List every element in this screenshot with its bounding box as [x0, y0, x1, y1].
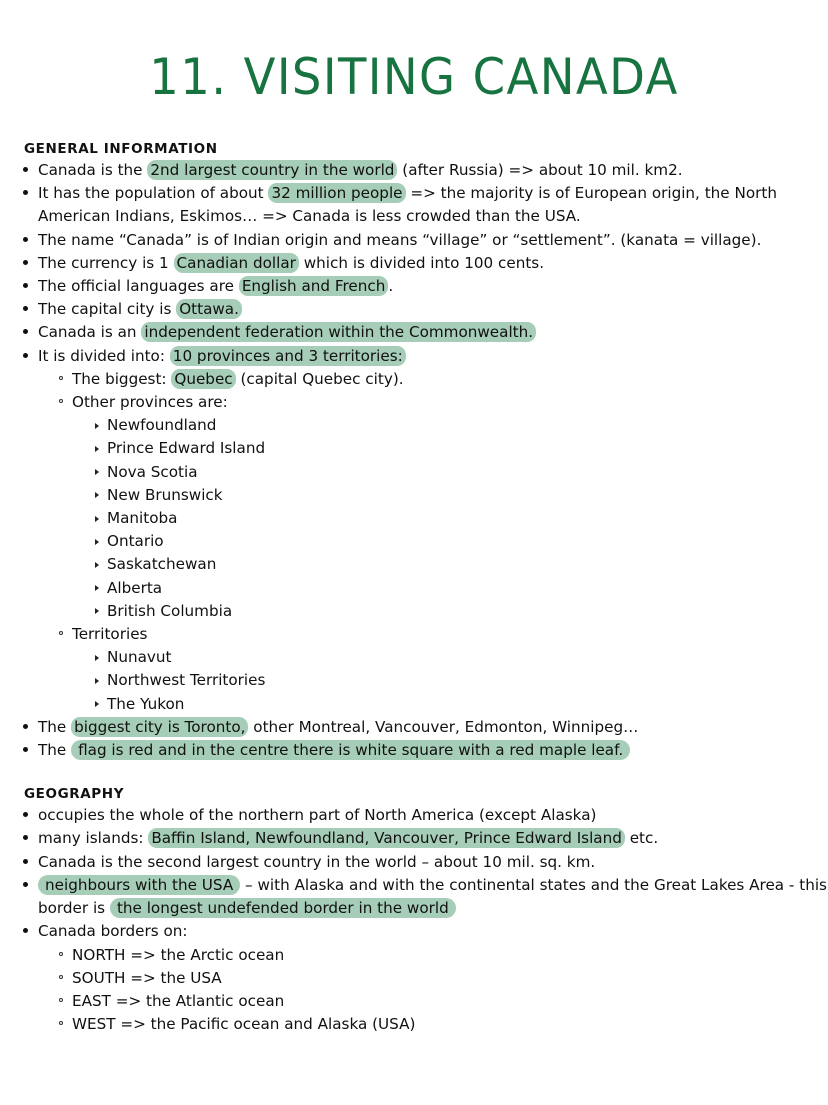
triangle-bullet-icon: [95, 446, 99, 452]
plain-text: The Yukon: [107, 694, 185, 713]
plain-text: – with Alaska and with the continental states and the Great Lakes Area - this border is: [38, 875, 827, 918]
bullet-list-level-1: [0, 804, 828, 1036]
plain-text: Saskatchewan: [107, 555, 217, 574]
plain-text: etc.: [624, 829, 659, 848]
list-item-text: [72, 369, 404, 389]
plain-text: => the majority is of European origin, the North American Indians, Eskimos… => Canada is less crowded than the USA.: [38, 184, 777, 226]
triangle-bullet-icon: [95, 655, 99, 661]
list-item-text: [107, 648, 172, 666]
circle-bullet-icon: [59, 1021, 63, 1025]
list-item-text: [107, 416, 216, 434]
list-item: [38, 944, 828, 967]
triangle-bullet-icon: [95, 585, 99, 591]
disc-bullet-icon: [23, 260, 28, 265]
list-item-text: [107, 695, 184, 713]
circle-bullet-icon: [59, 631, 63, 635]
list-item: [0, 298, 828, 321]
disc-bullet-icon: [23, 237, 28, 242]
list-item-text: [38, 806, 596, 824]
list-item-text: [38, 828, 658, 848]
highlighted-text: Canadian dollar: [174, 253, 299, 273]
list-item: [0, 874, 828, 920]
plain-text: The currency is 1: [38, 253, 174, 272]
highlighted-text: 2nd largest country in the world: [147, 160, 397, 180]
list-item-text: [38, 346, 406, 366]
disc-bullet-icon: [23, 928, 28, 933]
plain-text: Territories: [72, 625, 148, 644]
list-item: [0, 321, 828, 344]
plain-text: Other provinces are:: [72, 393, 228, 412]
plain-text: many islands:: [38, 829, 149, 848]
list-item-text: [38, 322, 536, 342]
highlighted-text: flag is red and in the centre there is white square with a red maple leaf.: [71, 740, 630, 760]
list-item: [72, 693, 828, 716]
bullet-list-level-1: [0, 159, 828, 762]
plain-text: which is divided into 100 cents.: [298, 253, 545, 272]
list-item: [72, 461, 828, 484]
plain-text: New Brunswick: [107, 485, 223, 504]
list-item-text: [107, 486, 223, 504]
list-item: [38, 391, 828, 623]
plain-text: Alberta: [107, 578, 163, 597]
list-item: [0, 252, 828, 275]
disc-bullet-icon: [23, 190, 28, 195]
list-item: [0, 804, 828, 827]
plain-text: SOUTH => the USA: [72, 968, 222, 987]
list-item: [0, 345, 828, 716]
disc-bullet-icon: [23, 859, 28, 864]
bullet-list-level-2: [38, 368, 828, 716]
list-item: [0, 229, 828, 252]
highlighted-text: neighbours with the USA: [38, 875, 240, 895]
document-body: [0, 141, 828, 1036]
list-item-text: [72, 969, 222, 987]
plain-text: Canada is an: [38, 323, 142, 342]
list-item: [72, 437, 828, 460]
list-item-text: [38, 276, 393, 296]
list-item: [72, 646, 828, 669]
list-item: [0, 827, 828, 850]
plain-text: occupies the whole of the northern part of North America (except Alaska): [38, 806, 597, 825]
circle-bullet-icon: [59, 975, 63, 979]
list-item: [72, 577, 828, 600]
plain-text: other Montreal, Vancouver, Edmonton, Winnipeg…: [248, 717, 639, 736]
triangle-bullet-icon: [95, 469, 99, 475]
plain-text: The capital city is: [38, 300, 177, 319]
plain-text: The biggest:: [72, 369, 172, 388]
circle-bullet-icon: [59, 376, 63, 380]
list-item-text: [38, 183, 777, 225]
circle-bullet-icon: [59, 998, 63, 1002]
list-item: [0, 275, 828, 298]
triangle-bullet-icon: [95, 562, 99, 568]
list-item: [72, 530, 828, 553]
plain-text: The: [38, 741, 72, 760]
disc-bullet-icon: [23, 167, 28, 172]
highlighted-text: biggest city is Toronto,: [71, 717, 248, 737]
plain-text: It has the population of about: [38, 184, 269, 203]
plain-text: The name “Canada” is of Indian origin and means “village” or “settlement”. (kanata = village).: [38, 230, 762, 249]
list-item-text: [72, 393, 228, 411]
plain-text: Ontario: [107, 532, 164, 551]
list-item: [72, 484, 828, 507]
triangle-bullet-icon: [95, 701, 99, 707]
disc-bullet-icon: [23, 747, 28, 752]
plain-text: It is divided into:: [38, 346, 170, 365]
plain-text: The: [38, 717, 72, 736]
plain-text: Canada is the second largest country in the world – about 10 mil. sq. km.: [38, 852, 596, 871]
plain-text: Nunavut: [107, 648, 172, 667]
triangle-bullet-icon: [95, 608, 99, 614]
plain-text: WEST => the Pacific ocean and Alaska (USA): [72, 1015, 416, 1034]
highlighted-text: 10 provinces and 3 territories:: [170, 346, 406, 366]
list-item: [72, 553, 828, 576]
disc-bullet-icon: [23, 835, 28, 840]
triangle-bullet-icon: [95, 516, 99, 522]
plain-text: (after Russia) => about 10 mil. km2.: [397, 161, 683, 179]
disc-bullet-icon: [23, 724, 28, 729]
plain-text: NORTH => the Arctic ocean: [72, 945, 285, 964]
section-heading: GENERAL INFORMATION: [24, 141, 218, 157]
disc-bullet-icon: [23, 353, 28, 358]
disc-bullet-icon: [23, 283, 28, 288]
list-item-text: [38, 160, 683, 180]
plain-text: EAST => the Atlantic ocean: [72, 991, 285, 1010]
list-item: [72, 600, 828, 623]
triangle-bullet-icon: [95, 423, 99, 429]
list-item: [38, 967, 828, 990]
plain-text: The official languages are: [38, 277, 239, 296]
plain-text: (capital Quebec city).: [235, 369, 404, 388]
plain-text: Canada is the: [38, 161, 148, 179]
highlighted-text: Quebec: [171, 369, 235, 389]
triangle-bullet-icon: [95, 492, 99, 498]
list-item-text: [107, 439, 265, 457]
bullet-list-level-3: [72, 646, 828, 716]
disc-bullet-icon: [23, 329, 28, 334]
list-item: [0, 182, 828, 228]
list-item-text: [72, 992, 284, 1010]
highlighted-text: independent federation within the Commonwealth.: [141, 322, 536, 342]
list-item-text: [72, 946, 284, 964]
list-item-text: [38, 922, 188, 940]
list-item-text: [72, 625, 147, 643]
list-item: [38, 1013, 828, 1036]
list-item: [0, 851, 828, 874]
list-item-text: [107, 555, 216, 573]
list-item: [0, 920, 828, 1036]
list-item: [0, 739, 828, 762]
list-item-text: [38, 740, 630, 760]
highlighted-text: English and French: [239, 276, 389, 296]
list-item-text: [38, 253, 544, 273]
highlighted-text: Baffin Island, Newfoundland, Vancouver, Prince Edward Island: [148, 828, 625, 848]
circle-bullet-icon: [59, 952, 63, 956]
highlighted-text: Ottawa.: [176, 299, 242, 319]
list-item: [38, 990, 828, 1013]
plain-text: .: [388, 277, 394, 296]
list-item-text: [107, 579, 162, 597]
page-title: 11. VISITING CANADA: [149, 47, 679, 106]
list-item: [72, 669, 828, 692]
list-item: [38, 368, 828, 391]
plain-text: Northwest Territories: [107, 671, 266, 690]
section-heading: GEOGRAPHY: [24, 786, 125, 803]
disc-bullet-icon: [23, 812, 28, 817]
list-item-text: [107, 509, 177, 527]
list-item: [0, 159, 828, 182]
list-item-text: [72, 1015, 415, 1033]
circle-bullet-icon: [59, 399, 63, 403]
plain-text: Nova Scotia: [107, 462, 198, 481]
list-item-text: [38, 717, 638, 737]
list-item-text: [38, 853, 595, 871]
list-item: [0, 716, 828, 739]
plain-text: Prince Edward Island: [107, 439, 266, 458]
triangle-bullet-icon: [95, 539, 99, 545]
bullet-list-level-2: [38, 944, 828, 1037]
disc-bullet-icon: [23, 882, 28, 887]
document-page: [0, 34, 828, 1105]
list-item-text: [38, 231, 761, 249]
disc-bullet-icon: [23, 306, 28, 311]
highlighted-text: the longest undefended border in the world: [110, 898, 456, 918]
bullet-list-level-3: [72, 414, 828, 623]
list-item-text: [107, 463, 198, 481]
list-item: [38, 623, 828, 716]
list-item-text: [107, 671, 265, 689]
plain-text: Manitoba: [107, 509, 178, 528]
list-item-text: [107, 602, 232, 620]
triangle-bullet-icon: [95, 678, 99, 684]
plain-text: Newfoundland: [107, 416, 217, 435]
list-item: [72, 507, 828, 530]
plain-text: Canada borders on:: [38, 922, 188, 941]
list-item-text: [38, 875, 827, 918]
plain-text: British Columbia: [107, 601, 233, 620]
list-item-text: [38, 299, 242, 319]
highlighted-text: 32 million people: [268, 183, 405, 203]
list-item-text: [107, 532, 164, 550]
list-item: [72, 414, 828, 437]
